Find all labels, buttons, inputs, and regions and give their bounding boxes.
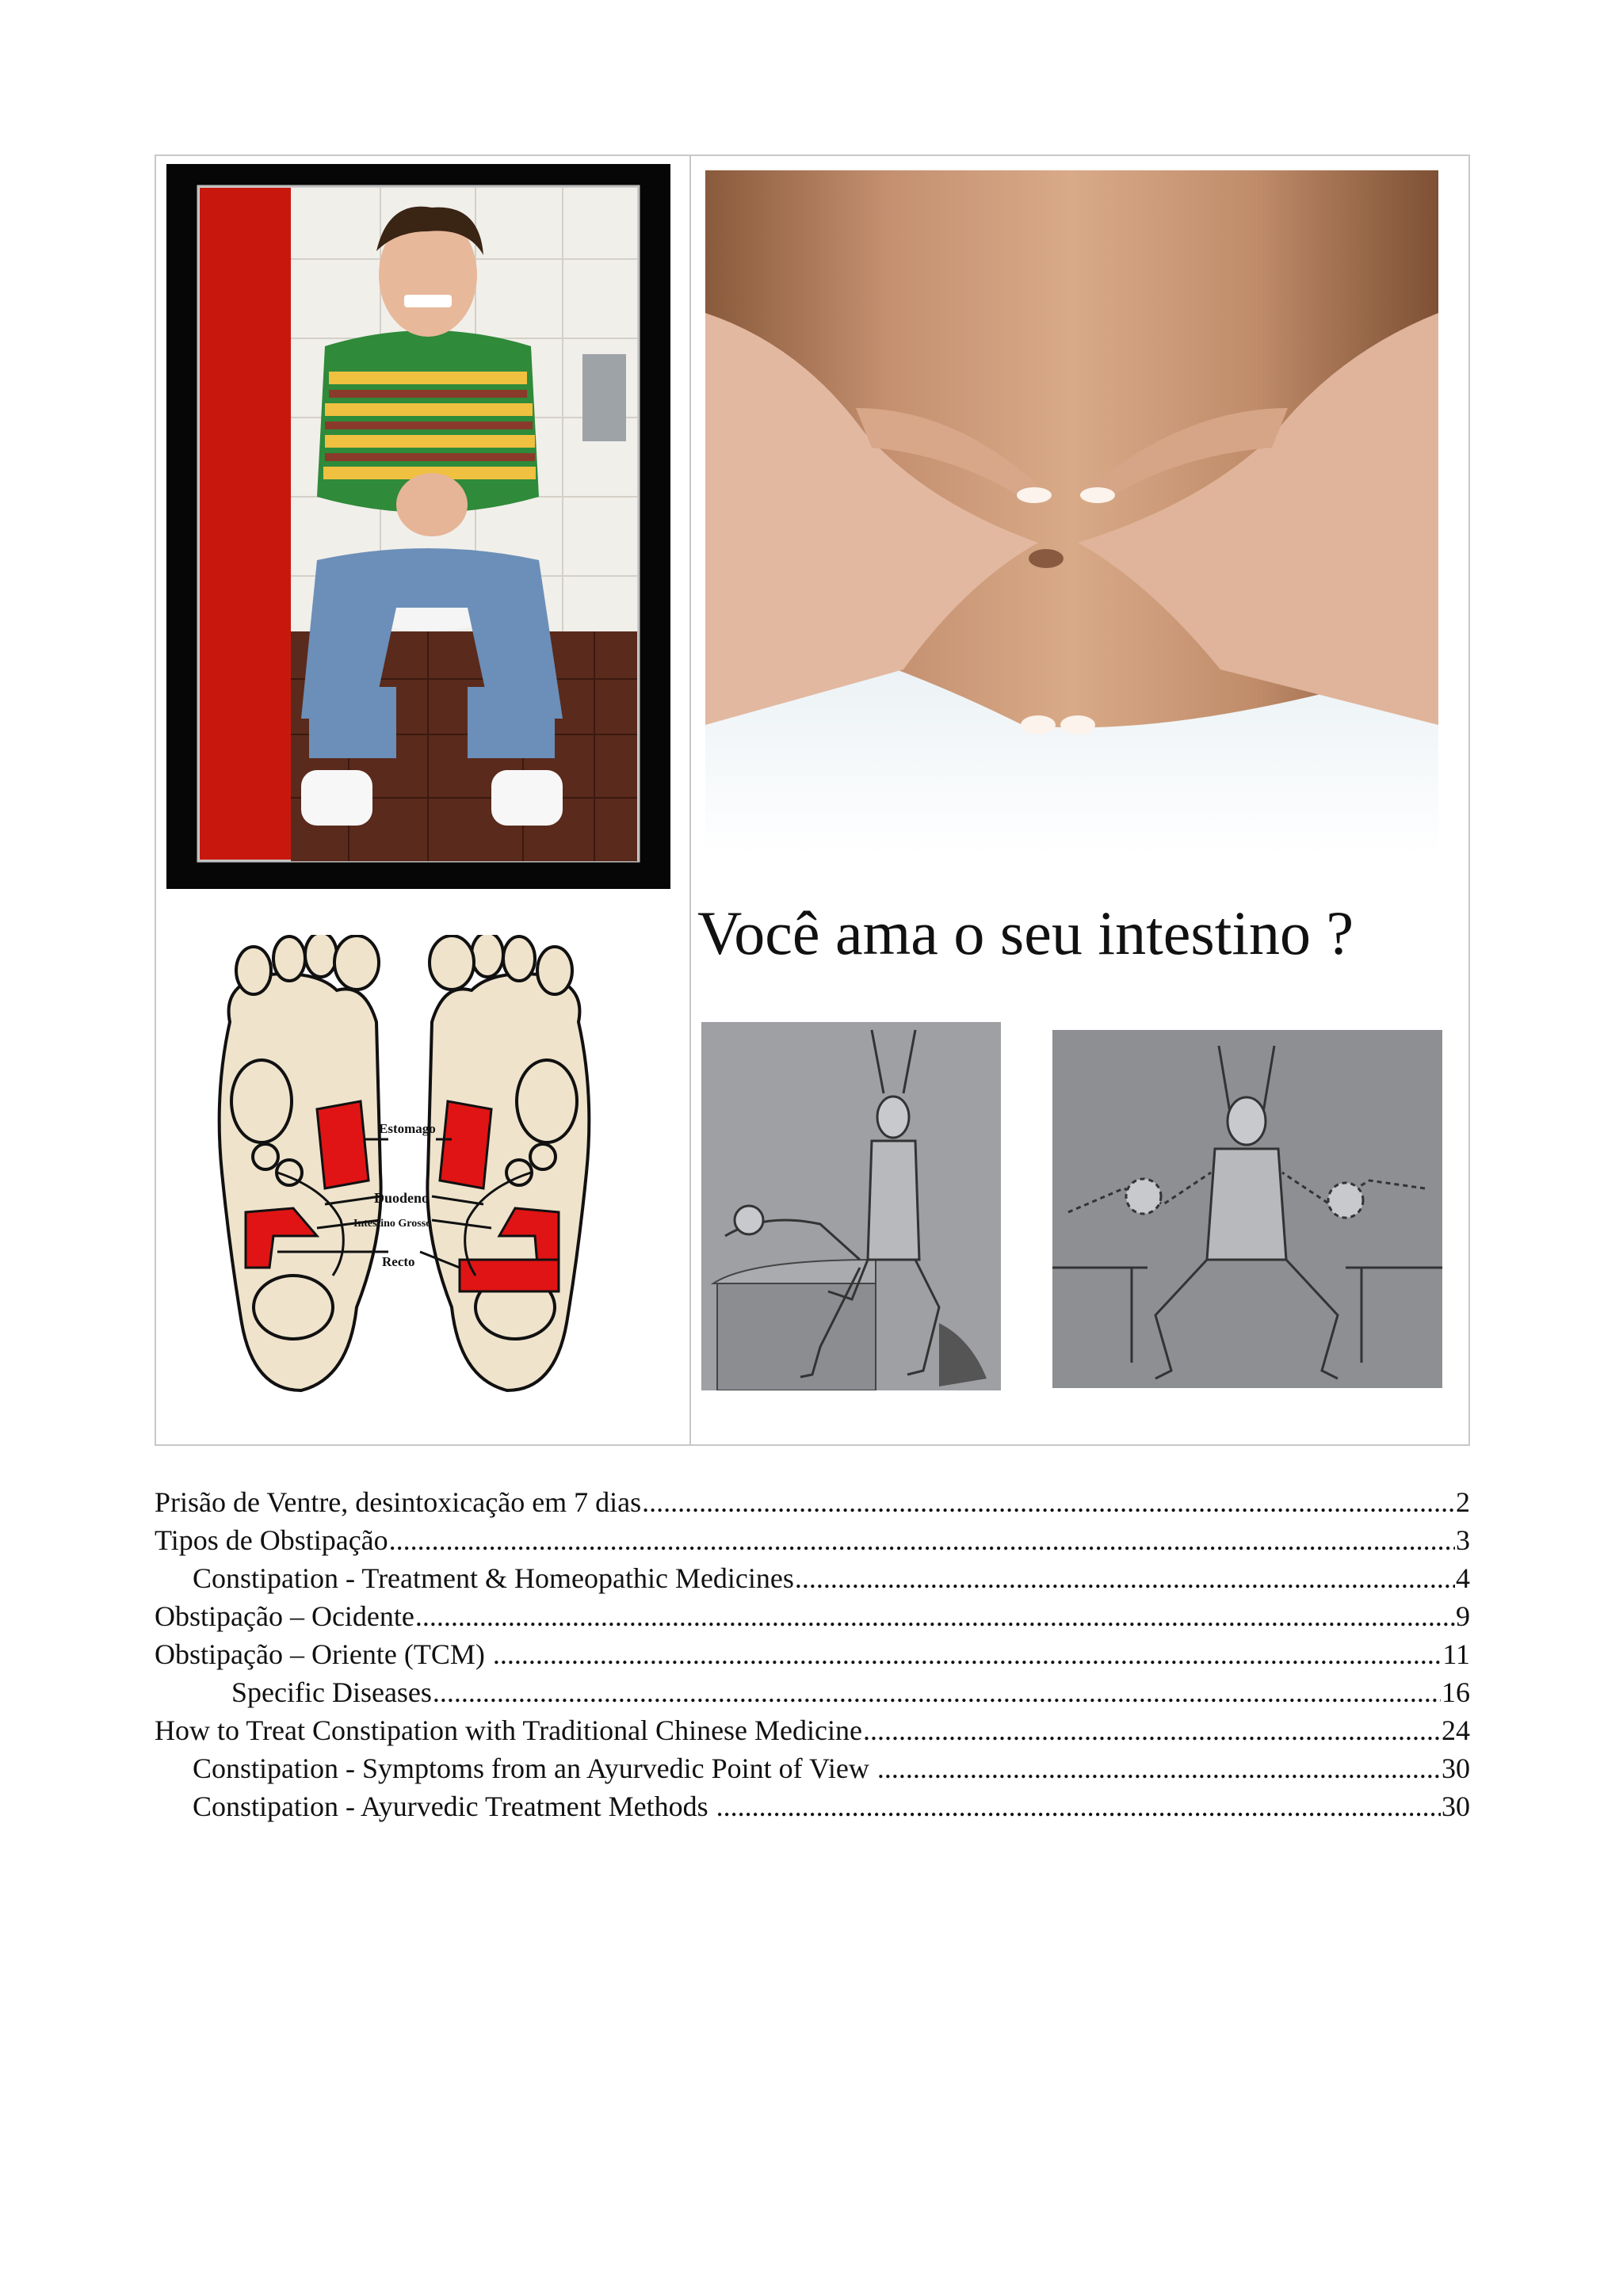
exercise-sketch-sideways <box>1052 1030 1442 1388</box>
toc-entry-page: 11 <box>1442 1638 1470 1670</box>
toc-leader <box>433 1673 1441 1711</box>
headline: Você ama o seu intestino ? <box>697 898 1354 967</box>
toc-entry[interactable] <box>155 1521 1470 1559</box>
toc-entry[interactable] <box>155 1749 1470 1787</box>
toc-leader <box>863 1711 1441 1749</box>
toc-leader <box>389 1521 1455 1559</box>
toc-entry-page: 3 <box>1456 1524 1470 1556</box>
toc-entry-page: 9 <box>1456 1600 1470 1632</box>
toc-entry-page: 30 <box>1442 1753 1470 1784</box>
toc-entry-title: Obstipação – Ocidente <box>155 1600 414 1632</box>
toc-entry-title: Tipos de Obstipação <box>155 1524 388 1556</box>
toc-leader <box>415 1597 1455 1635</box>
label-intestino-grosso: Intestino Grosso <box>353 1218 432 1230</box>
toc-entry[interactable] <box>155 1635 1470 1673</box>
toc-entry[interactable] <box>155 1673 1470 1711</box>
toc-entry[interactable] <box>155 1483 1470 1521</box>
toc-entry-title: Constipation - Treatment & Homeopathic Medicines <box>193 1562 794 1594</box>
toc-entry-title: How to Treat Constipation with Traditional Chinese Medicine <box>155 1714 862 1746</box>
toc-entry-page: 4 <box>1456 1562 1470 1594</box>
table-of-contents <box>155 1483 1470 1825</box>
toc-entry-title: Prisão de Ventre, desintoxicação em 7 dias <box>155 1486 642 1518</box>
label-recto: Recto <box>382 1254 415 1269</box>
toc-entry-page: 24 <box>1442 1714 1470 1746</box>
toc-entry[interactable] <box>155 1597 1470 1635</box>
toc-entry-page: 30 <box>1442 1791 1470 1822</box>
label-estomago: Estomago <box>379 1121 436 1136</box>
toc-entry[interactable] <box>155 1559 1470 1597</box>
toc-entry[interactable] <box>155 1711 1470 1749</box>
belly-heart-photo <box>705 170 1438 856</box>
toc-entry-page: 16 <box>1442 1676 1470 1708</box>
toc-entry-title: Obstipação – Oriente (TCM) <box>155 1638 492 1670</box>
toc-leader <box>795 1559 1455 1597</box>
toc-entry[interactable] <box>155 1787 1470 1825</box>
cover-divider <box>689 154 691 1446</box>
toilet-photo <box>166 164 670 889</box>
toc-leader <box>642 1483 1455 1521</box>
toc-leader <box>716 1787 1441 1825</box>
foot-reflexology-chart <box>198 935 610 1402</box>
toc-entry-title: Specific Diseases <box>231 1676 432 1708</box>
exercise-sketch-reclining <box>701 1022 1001 1390</box>
label-duodeno: Duodeno <box>374 1190 430 1206</box>
toc-entry-title: Constipation - Ayurvedic Treatment Methods <box>193 1791 716 1822</box>
toc-entry-title: Constipation - Symptoms from an Ayurvedic Point of View <box>193 1753 876 1784</box>
toc-leader <box>877 1749 1441 1787</box>
toc-leader <box>493 1635 1442 1673</box>
toc-entry-page: 2 <box>1456 1486 1470 1518</box>
